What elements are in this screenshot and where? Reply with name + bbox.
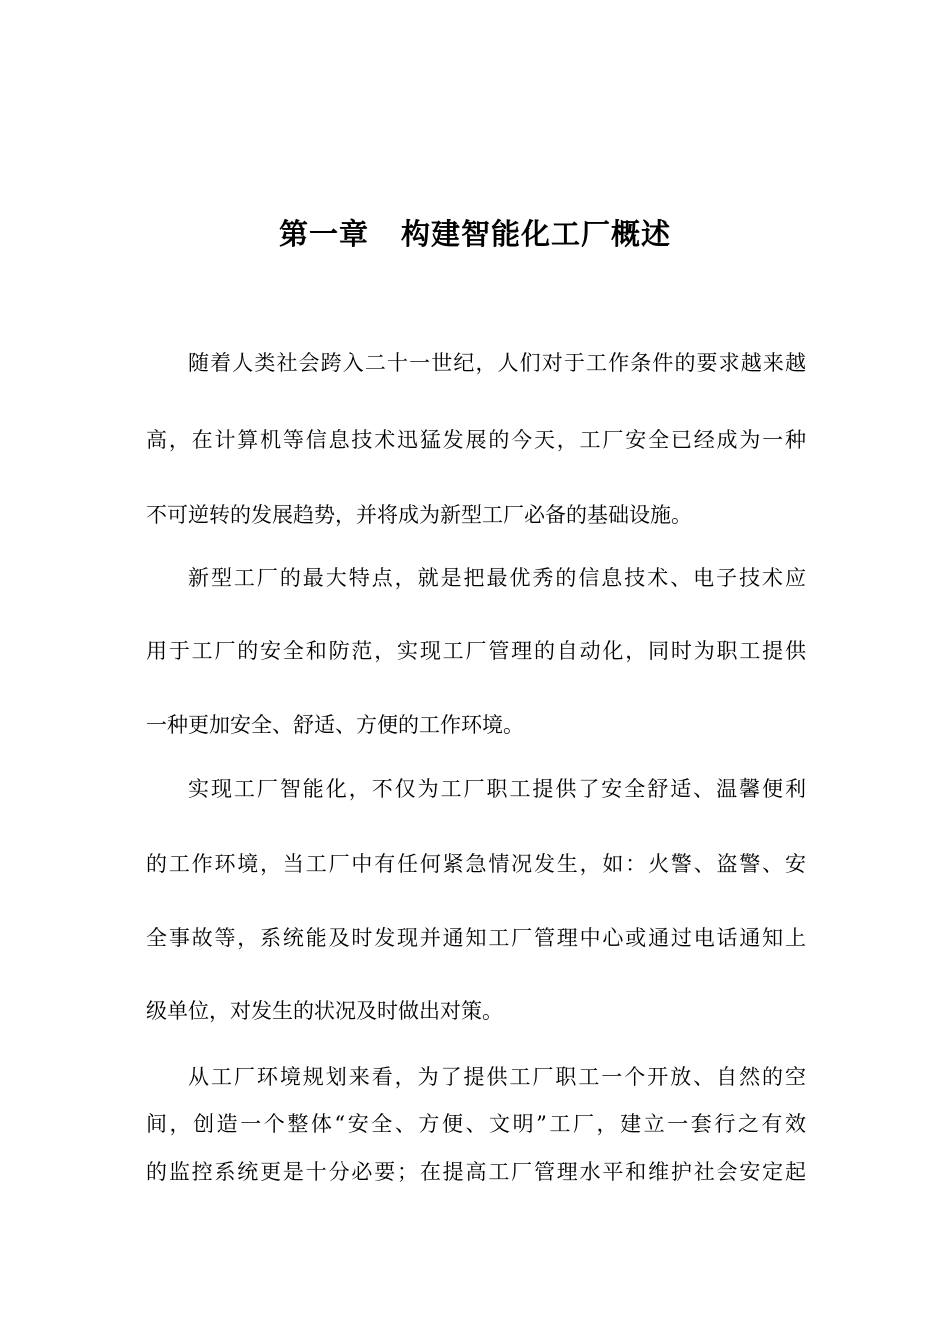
paragraph-4-line-2: 间，创造一个整体“安全、方便、文明”工厂，建立一套行之有效 <box>146 1112 806 1136</box>
chapter-title: 构建智能化工厂概述 <box>401 217 672 251</box>
paragraph-4-line-1: 从工厂环境规划来看，为了提供工厂职工一个开放、自然的空 <box>188 1065 806 1089</box>
paragraph-2-line-3: 一种更加安全、舒适、方便的工作环境。 <box>146 713 524 737</box>
chapter-heading <box>0 212 950 256</box>
paragraph-4-line-3: 的监控系统更是十分必要；在提高工厂管理水平和维护社会安定起 <box>146 1160 806 1184</box>
chapter-label: 第一章 <box>278 217 369 251</box>
paragraph-3-line-3: 全事故等，系统能及时发现并通知工厂管理中心或通过电话通知上 <box>146 926 806 950</box>
paragraph-1-line-2: 高，在计算机等信息技术迅猛发展的今天，工厂安全已经成为一种 <box>146 428 806 452</box>
paragraph-3-line-4: 级单位，对发生的状况及时做出对策。 <box>146 999 503 1023</box>
paragraph-2-line-1: 新型工厂的最大特点，就是把最优秀的信息技术、电子技术应 <box>188 566 806 590</box>
paragraph-1-line-3: 不可逆转的发展趋势，并将成为新型工厂必备的基础设施。 <box>146 503 692 527</box>
paragraph-3-line-2: 的工作环境，当工厂中有任何紧急情况发生，如：火警、盗警、安 <box>146 852 806 876</box>
paragraph-2-line-2: 用于工厂的安全和防范，实现工厂管理的自动化，同时为职工提供 <box>146 639 806 663</box>
paragraph-3-line-1: 实现工厂智能化，不仅为工厂职工提供了安全舒适、温馨便利 <box>188 777 806 801</box>
paragraph-1-line-1: 随着人类社会跨入二十一世纪，人们对于工作条件的要求越来越 <box>188 351 806 375</box>
